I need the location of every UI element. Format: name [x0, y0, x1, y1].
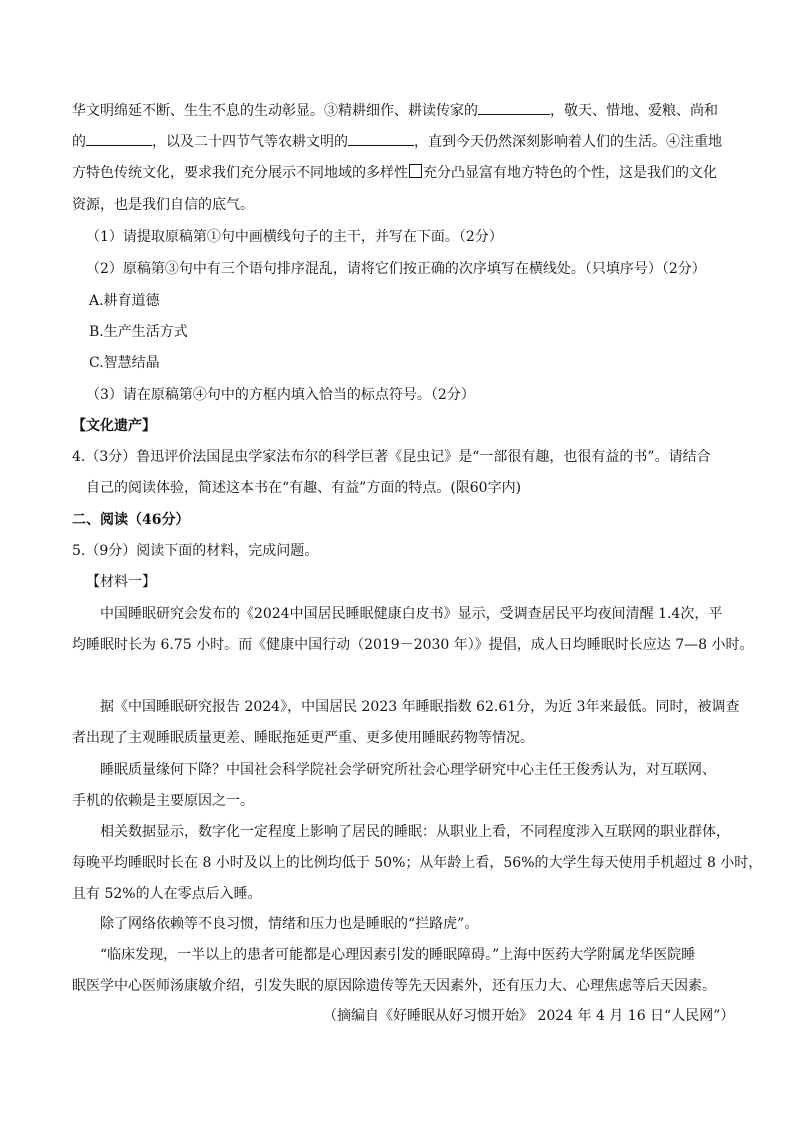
material-paragraph-line: 者出现了主观睡眠质量更差、睡眠拖延更严重、更多使用睡眠药物等情况。	[72, 730, 534, 746]
answer-blank-3[interactable]	[348, 131, 414, 146]
item-4-line-1: 4.（3分）鲁迅评价法国昆虫学家法布尔的科学巨著《昆虫记》是“一部很有趣，也很有益的书”。请结合	[72, 449, 711, 465]
text-segment: 华文明绵延不断、生生不息的生动彰显。③精耕细作、耕读传家的	[72, 103, 478, 119]
paragraph-line-1	[72, 100, 718, 121]
material-1-label: 【材料一】	[86, 574, 156, 590]
section-heading-culture: 【文化遗产】	[72, 418, 156, 434]
punctuation-box[interactable]	[409, 164, 422, 178]
question-3: （3）请在原稿第④句中的方框内填入恰当的标点符号。（2分）	[86, 387, 475, 403]
option-b: B.生产生活方式	[89, 324, 188, 340]
material-paragraph-line: 相关数据显示，数字化一定程度上影响了居民的睡眠：从职业上看，不同程度涉入互联网的职业群体，	[100, 824, 730, 840]
text-segment: ，敬天、惜地、爱粮、尚和	[550, 103, 718, 119]
text-segment: ，以及二十四节气等农耕文明的	[152, 134, 348, 150]
text-segment: 的	[72, 134, 86, 150]
answer-blank-1[interactable]	[478, 100, 550, 115]
material-paragraph-line: 睡眠质量缘何下降？中国社会科学院社会学研究所社会心理学研究中心主任王俊秀认为，对互联网、	[100, 762, 716, 778]
section-heading-reading: 二、阅读（46分）	[72, 512, 190, 528]
option-a: A.耕育道德	[89, 293, 160, 309]
material-paragraph-line: 中国睡眠研究会发布的《2024中国居民睡眠健康白皮书》显示，受调查居民平均夜间清醒 1.4次，平	[100, 606, 723, 622]
material-paragraph-line: 均睡眠时长为 6.75 小时。而《健康中国行动（2019－2030 年）》提倡，成人日均睡眠时长应达 7—8 小时。	[72, 637, 754, 653]
source-citation: （摘编自《好睡眠从好习惯开始》 2024 年 4 月 16 日“人民网”）	[323, 1008, 735, 1024]
answer-blank-2[interactable]	[86, 131, 152, 146]
text-segment: ，直到今天仍然深刻影响着人们的生活。④注重地	[414, 134, 722, 150]
material-paragraph-line: 据《中国睡眠研究报告 2024》，中国居民 2023 年睡眠指数 62.61分，为近 3年来最低。同时，被调查	[100, 699, 740, 715]
item-4-line-2: 自己的阅读体验，简述这本书在“有趣、有益”方面的特点。(限60字内)	[86, 480, 522, 496]
question-2: （2）原稿第③句中有三个语句排序混乱，请将它们按正确的次序填写在横线处。（只填序号）（2分）	[86, 261, 706, 277]
text-segment: 充分凸显富有地方特色的个性，这是我们的文化	[423, 165, 717, 181]
paragraph-line-4: 资源，也是我们自信的底气。	[72, 197, 254, 213]
material-paragraph-line: “临床发现，一半以上的患者可能都是心理因素引发的睡眠障碍。”上海中医药大学附属龙华医院睡	[100, 947, 696, 963]
paragraph-line-3	[72, 163, 717, 183]
question-1: （1）请提取原稿第①句中画横线句子的主干，并写在下面。（2分）	[86, 229, 503, 245]
text-segment: 方特色传统文化，要求我们充分展示不同地域的多样性	[72, 165, 408, 181]
material-paragraph-line: 手机的依赖是主要原因之一。	[72, 793, 254, 809]
material-paragraph-line: 眠医学中心医师汤康敏介绍，引发失眠的原因除遗传等先天因素外，还有压力大、心理焦虑等后天因素。	[72, 978, 716, 994]
material-paragraph-line: 且有 52%的人在零点后入睡。	[72, 886, 262, 902]
paragraph-line-2	[72, 131, 722, 152]
option-c: C.智慧结晶	[89, 355, 160, 371]
material-paragraph-line: 每晚平均睡眠时长在 8 小时及以上的比例均低于 50%；从年龄上看，56%的大学生每天使用手机超过 8 小时，	[72, 855, 763, 871]
material-paragraph-line: 除了网络依赖等不良习惯，情绪和压力也是睡眠的“拦路虎”。	[100, 916, 479, 932]
item-5-intro: 5.（9分）阅读下面的材料，完成问题。	[72, 543, 319, 559]
